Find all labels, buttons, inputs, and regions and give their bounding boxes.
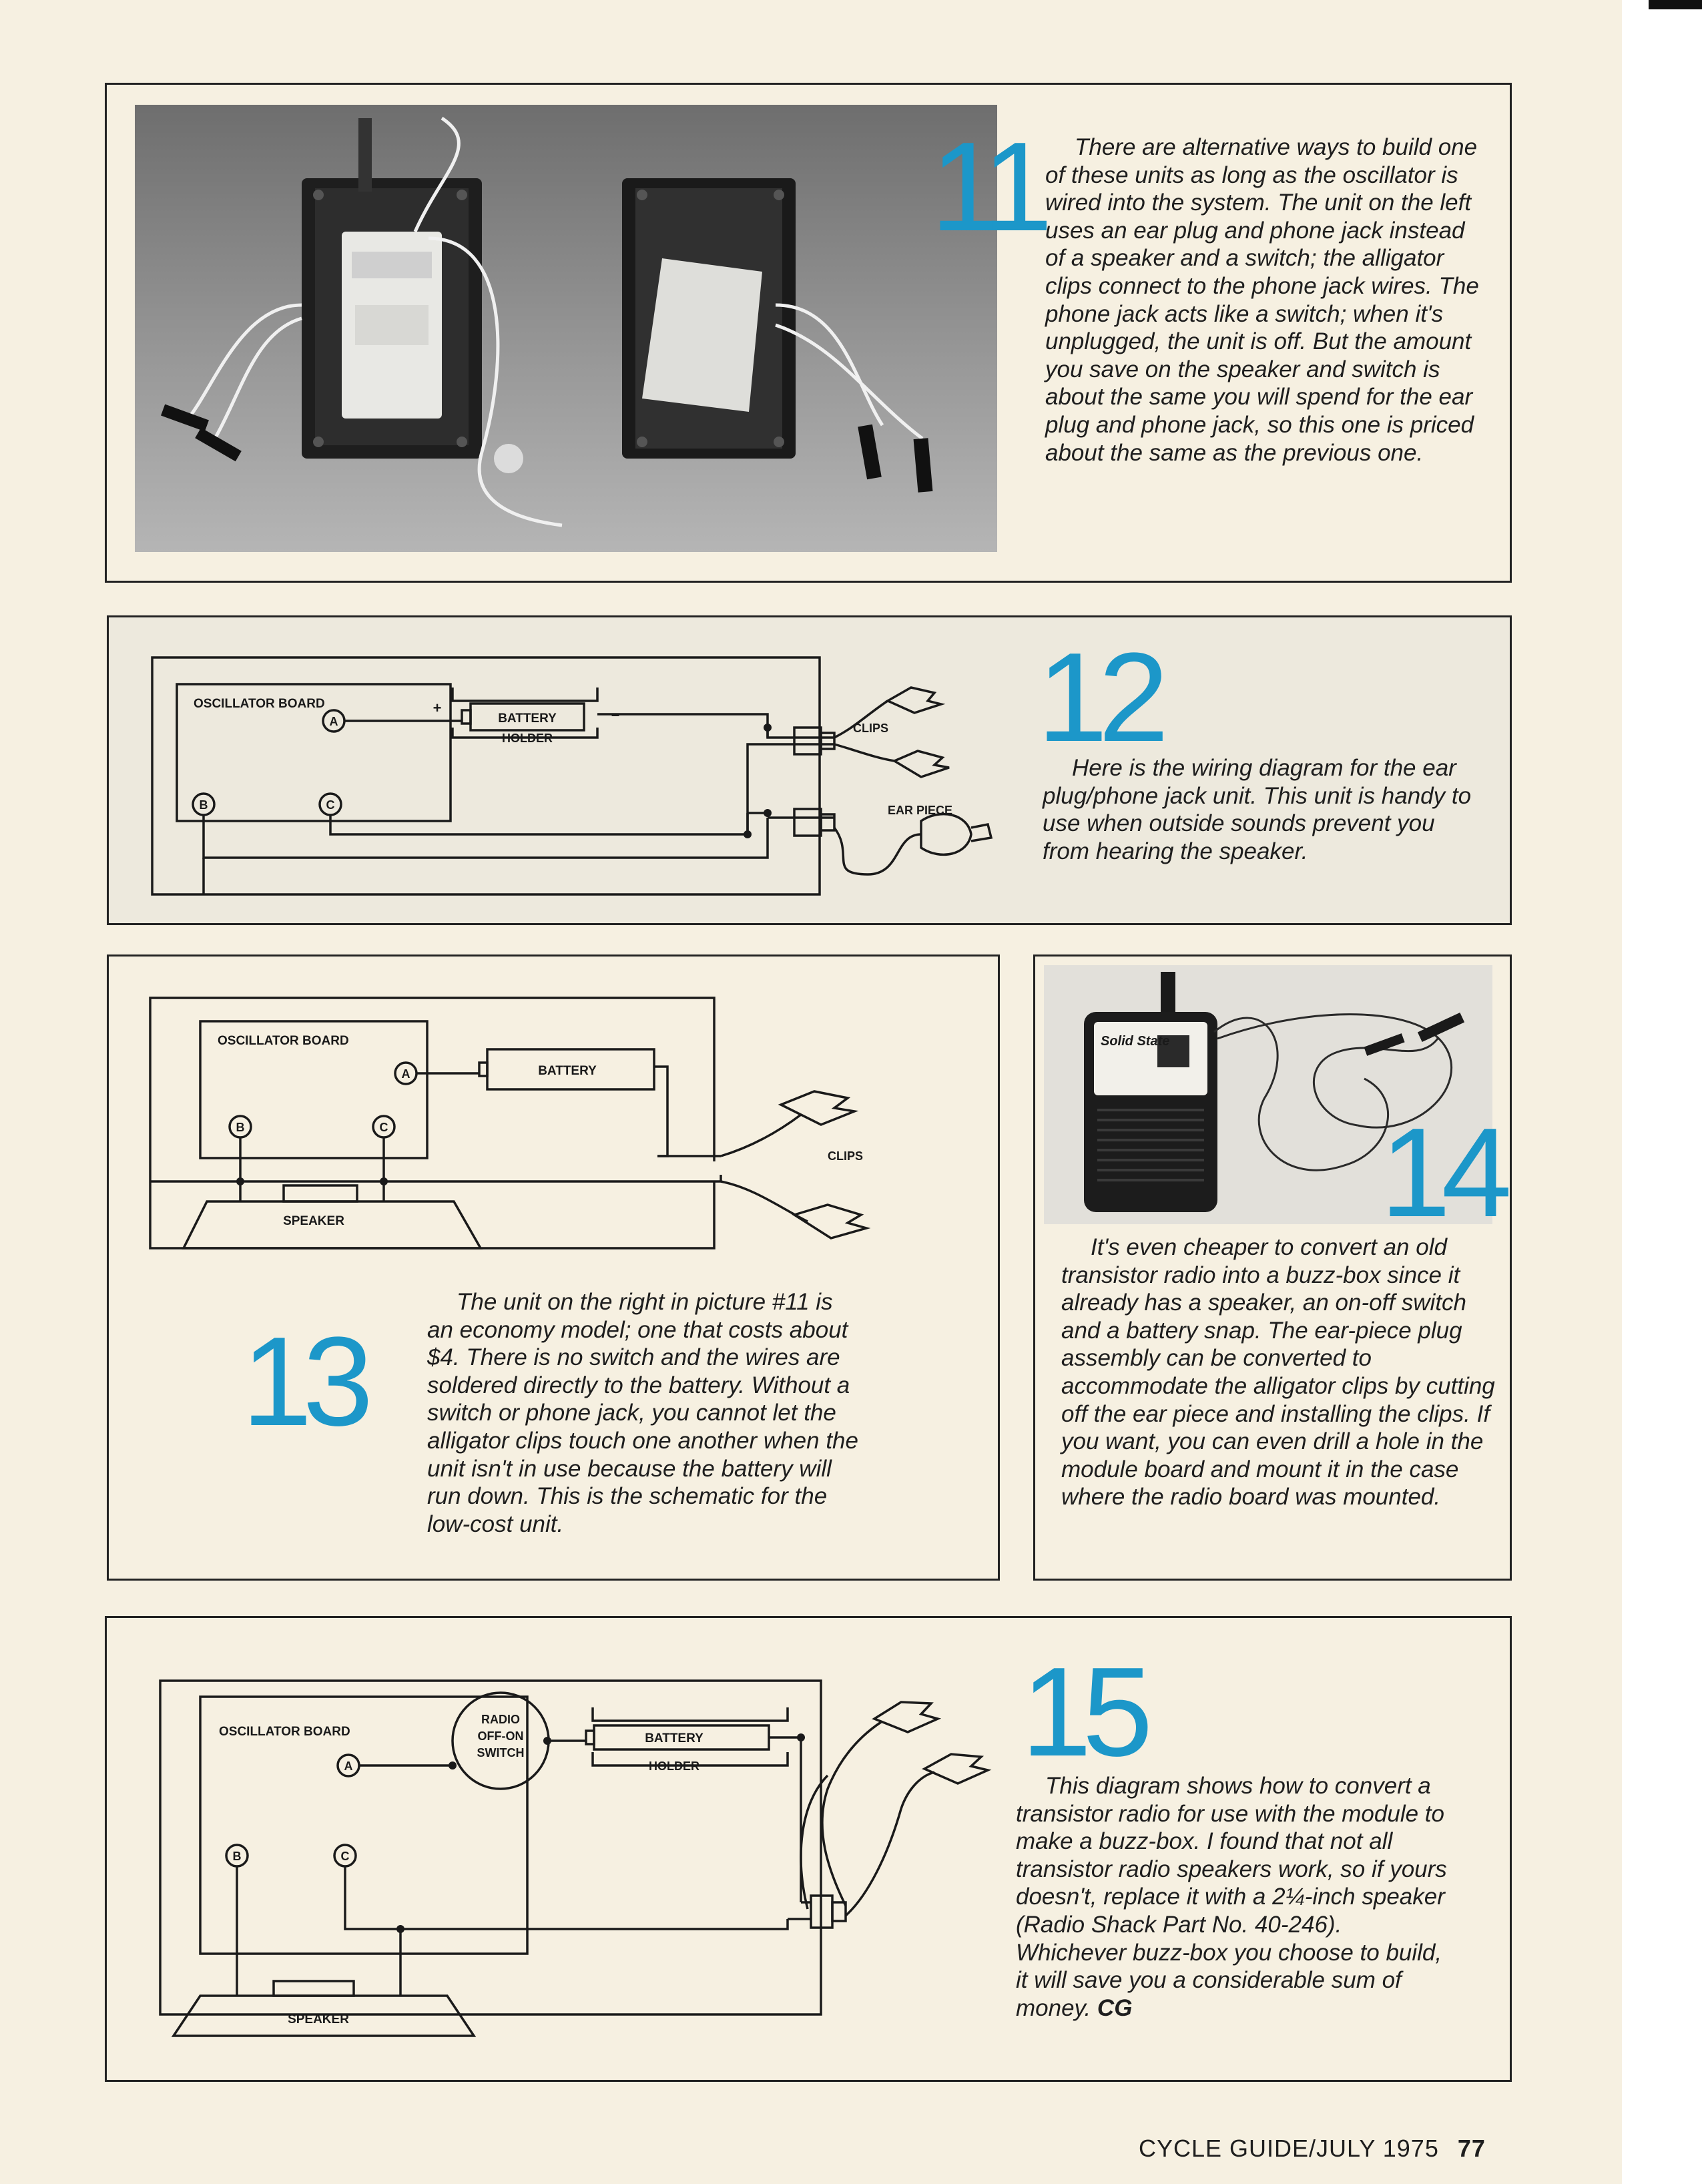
fig12-plus-label: +: [433, 700, 442, 716]
fig15-label-a: A: [344, 1759, 353, 1773]
figure-11-photo: [135, 105, 997, 552]
fig15-switch-label-1: RADIO: [481, 1713, 520, 1726]
fig13-label-a: A: [401, 1067, 410, 1081]
fig12-holder-label: HOLDER: [502, 732, 553, 745]
fig13-board-label: OSCILLATOR BOARD: [218, 1034, 349, 1048]
fig12-label-b: B: [199, 798, 208, 812]
fig15-label-c: C: [340, 1850, 350, 1863]
fig15-speaker-label: SPEAKER: [288, 2012, 349, 2026]
figure-12-caption: Here is the wiring diagram for the ear plug/phone jack unit. This unit is handy to use when outside sounds prevent you from hearing the speaker.: [1043, 755, 1472, 864]
fig13-battery-label: BATTERY: [538, 1064, 597, 1078]
fig15-holder-label: HOLDER: [649, 1759, 699, 1773]
fig13-clips-label: CLIPS: [828, 1149, 864, 1163]
fig12-ear-piece: [921, 814, 971, 855]
fig15-label-b: B: [232, 1850, 242, 1863]
fig15-board-label: OSCILLATOR BOARD: [219, 1725, 350, 1739]
figure-13-caption: The unit on the right in picture #11 is an economy model; one that costs about $4. There is no switch and the wires are soldered directly to the battery. Without a switch or phone jack, you cannot let the alligator clips touch one another when the unit isn't in use because the battery will run down. This is the schematic for the low-cost unit.: [427, 1289, 858, 1537]
publication-line: CYCLE GUIDE/JULY 1975: [1139, 2135, 1439, 2162]
fig12-minus-label: –: [611, 706, 620, 723]
figure-11-caption: There are alternative ways to build one of these units as long as the oscillator is wired into the system. The unit on the left uses an ear plug and phone jack instead of a speaker and a switch; the alligator clips connect to the phone jack wires. The phone jack acts like a switch; when it's unplugged, the unit is off. But the amount you save on the speaker and switch is about the same you will spend for the ear plug and phone jack, so this one is priced about the same as the previous one.: [1045, 134, 1479, 466]
fig15-holder-bracket: [593, 1707, 788, 1721]
fig12-label-a: A: [329, 715, 338, 728]
figure-11-photo-drawing: [135, 105, 997, 552]
photo-phone-plug: [494, 444, 523, 473]
figure-12-diagram: [133, 634, 1015, 914]
fig15-switch-label-3: SWITCH: [477, 1746, 525, 1759]
page-number: 77: [1457, 2135, 1486, 2162]
fig13-label-c: C: [379, 1121, 388, 1134]
scan-corner-mark: [1649, 0, 1702, 9]
figure-13-number: 13: [242, 1311, 364, 1452]
fig15-battery-label: BATTERY: [645, 1731, 703, 1745]
fig12-clip-jack: [794, 728, 821, 754]
figure-15-number: 15: [1021, 1641, 1144, 1783]
page-footer: [1139, 2135, 1486, 2163]
fig15-switch-label-2: OFF-ON: [477, 1729, 524, 1743]
fig13-label-b: B: [236, 1121, 245, 1134]
fig12-earpiece-jack: [794, 809, 821, 836]
fig12-board-label: OSCILLATOR BOARD: [194, 697, 325, 711]
figure-12-number: 12: [1037, 627, 1160, 768]
figure-11-number: 11: [930, 116, 1044, 258]
fig13-speaker-label: SPEAKER: [283, 1214, 344, 1228]
fig12-holder-bracket: [453, 688, 597, 701]
figure-13-diagram: [133, 981, 908, 1288]
signoff: CG: [1097, 1994, 1133, 2021]
fig13-clip-1: [781, 1091, 854, 1125]
fig12-clip-1: [888, 688, 941, 713]
fig12-ear-piece-label: EAR PIECE: [888, 804, 953, 817]
fig13-clip-2: [794, 1205, 866, 1238]
scan-margin: [1622, 0, 1702, 2184]
figure-15-diagram: [133, 1655, 1015, 2029]
fig12-clip-2: [894, 751, 949, 777]
fig12-clips-label: CLIPS: [853, 722, 889, 735]
radio-antenna: [1161, 972, 1175, 1019]
fig12-battery-label: BATTERY: [498, 712, 557, 726]
fig15-clip-2: [924, 1754, 988, 1784]
figure-14-number: 14: [1380, 1102, 1503, 1244]
fig12-label-c: C: [326, 798, 335, 812]
right-project-box: [622, 178, 796, 459]
figure-15-caption: This diagram shows how to convert a transistor radio for use with the module to make a buzz-box. I found that not all transistor radio speakers work, so if yours doesn't, replace it with a 2¼-inch speaker (Radio Shack Part No. 40-246). Whichever buzz-box you choose to build, it will save you a considerable sum of money. CG: [1016, 1773, 1447, 2021]
radio-brand: Solid State: [1101, 1034, 1170, 1049]
figure-14-caption: It's even cheaper to convert an old transistor radio into a buzz-box since it already has a speaker, an on-off switch and a battery snap. The ear-piece plug assembly can be converted to accommodate the alligator clips by cutting off the ear piece and installing the clips. If you want, you can even drill a hole in the module board and mount it in the case where the radio board was mounted.: [1061, 1234, 1495, 1511]
fig15-clip-1: [874, 1702, 938, 1732]
